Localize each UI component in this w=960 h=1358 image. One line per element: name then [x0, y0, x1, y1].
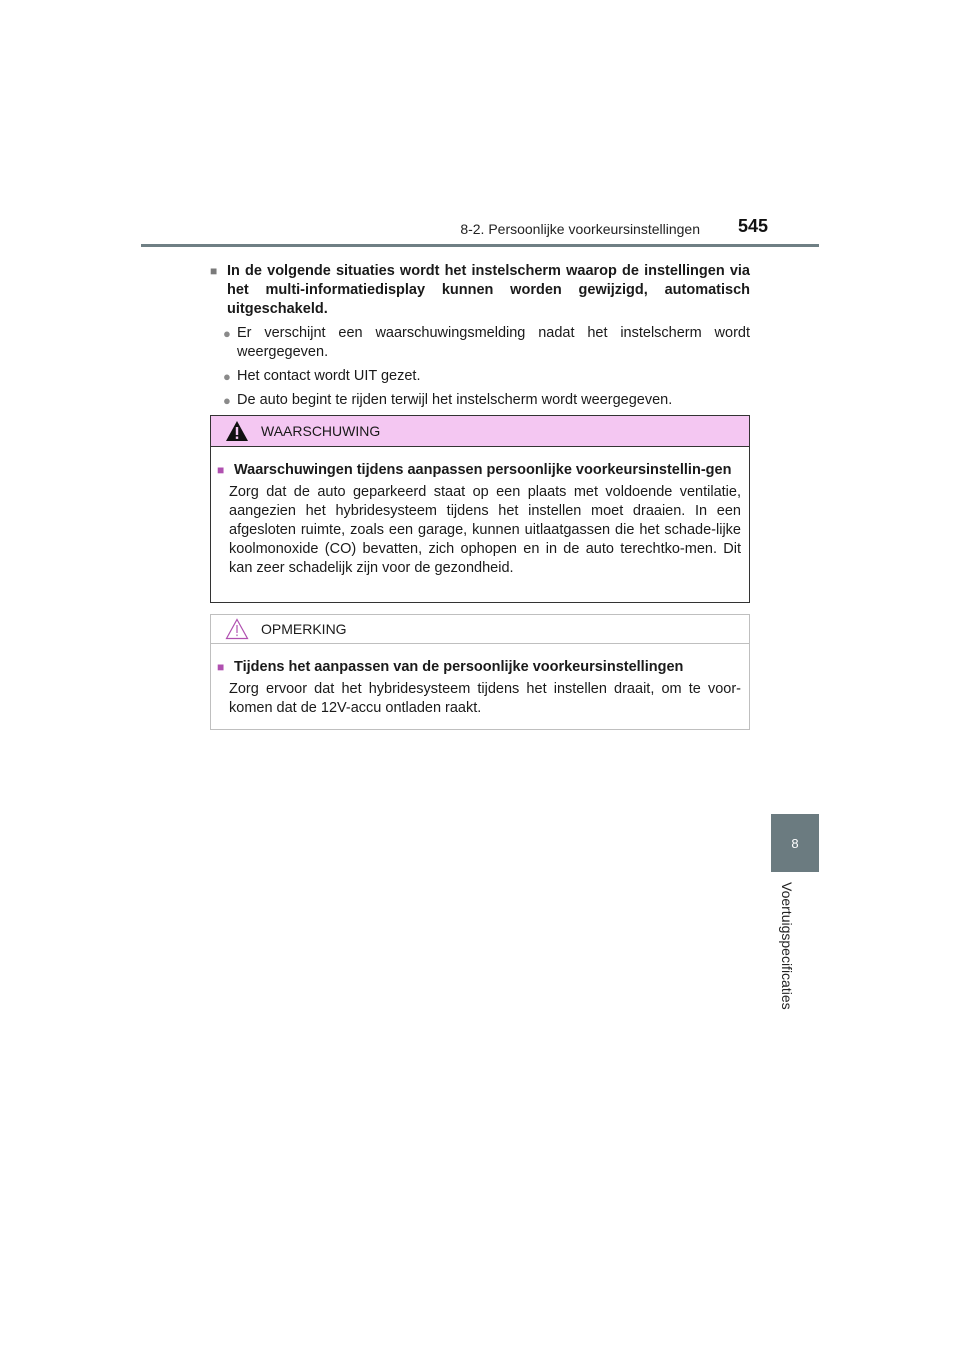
warning-heading	[217, 461, 741, 480]
notice-header	[211, 615, 749, 644]
caution-outline-triangle-icon	[225, 618, 249, 640]
chapter-number: 8	[791, 835, 799, 851]
list-item	[210, 367, 750, 386]
chapter-label: Voertuigspecificaties	[779, 882, 795, 1010]
notice-heading	[217, 658, 741, 677]
page-number: 545	[738, 216, 769, 236]
list-item	[210, 324, 750, 362]
square-bullet-icon: ■	[210, 264, 218, 278]
square-bullet-icon: ■	[217, 463, 225, 477]
header-rule	[141, 244, 819, 247]
circle-bullet-icon: ●	[223, 369, 231, 384]
notice-box	[210, 614, 750, 730]
notice-text: Zorg ervoor dat het hybridesysteem tijdens het instellen draait, om te voor-komen dat de 12V-accu ontladen raakt.	[229, 681, 741, 716]
warning-title: WAARSCHUWING	[261, 423, 381, 439]
warning-text: Zorg dat de auto geparkeerd staat op een plaats met voldoende ventilatie, aangezien het hybridesysteem tijdens het instellen moet draaien. In een afgesloten ruimte, zoals een garage, kunnen uitlaatgassen die het schade-lijke koolmonoxide (CO) bevatten, zich ophopen en in de auto terechtko-men. Dit kan zeer schadelijk zijn voor de gezondheid.	[229, 484, 741, 576]
warning-body	[211, 447, 749, 578]
list-item-text: De auto begint te rijden terwijl het instelscherm wordt weergegeven.	[237, 392, 673, 408]
chapter-tab	[771, 814, 819, 872]
section-header: 8-2. Persoonlijke voorkeursinstellingen	[460, 221, 700, 237]
notice-heading-text: Tijdens het aanpassen van de persoonlijke voorkeursinstellingen	[234, 659, 684, 675]
square-bullet-icon: ■	[217, 660, 225, 674]
section-heading	[210, 262, 750, 319]
section-content	[210, 262, 750, 410]
warning-triangle-icon	[225, 420, 249, 442]
warning-box	[210, 415, 750, 603]
circle-bullet-icon: ●	[223, 393, 231, 408]
notice-body	[211, 644, 749, 718]
list-item-text: Er verschijnt een waarschuwingsmelding nadat het instelscherm wordt weergegeven.	[237, 325, 750, 360]
warning-heading-text: Waarschuwingen tijdens aanpassen persoonlijke voorkeursinstellin-gen	[234, 462, 732, 478]
list-item	[210, 391, 750, 410]
circle-bullet-icon: ●	[223, 326, 231, 341]
notice-title: OPMERKING	[261, 621, 347, 637]
list-item-text: Het contact wordt UIT gezet.	[237, 368, 421, 384]
warning-header	[211, 416, 749, 447]
section-heading-text: In de volgende situaties wordt het instelscherm waarop de instellingen via het multi-informatiedisplay kunnen worden gewijzigd, automatisch uitgeschakeld.	[227, 263, 750, 317]
